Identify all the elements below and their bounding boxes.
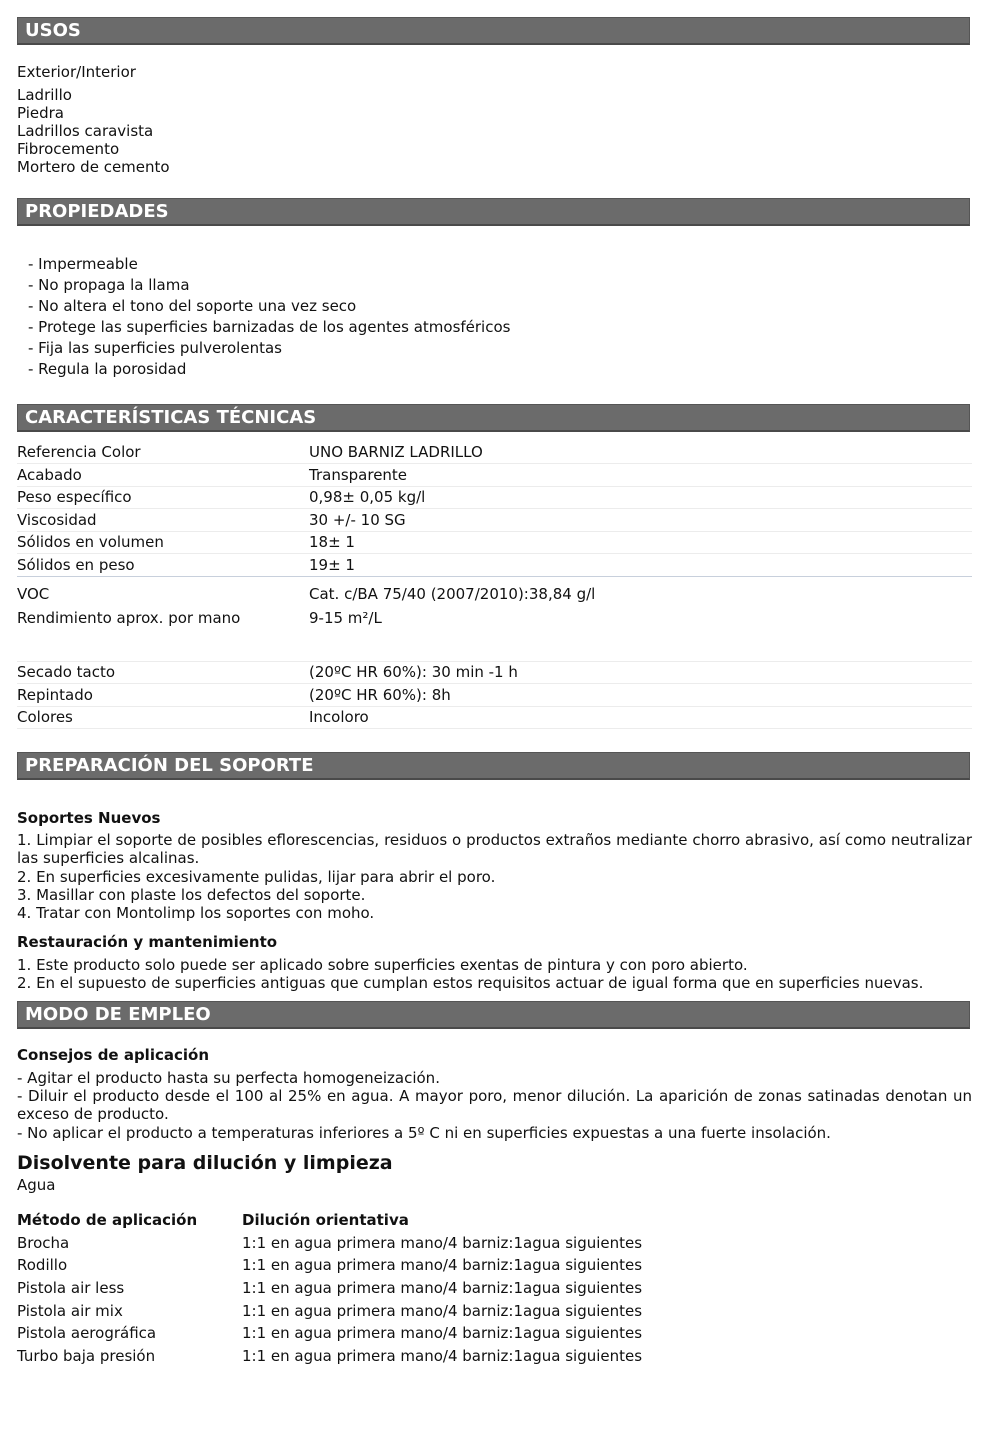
metodo-label: Pistola air mix [17, 1302, 123, 1320]
section-header-caracteristicas [17, 404, 970, 432]
section-header-usos [17, 17, 970, 45]
usos-item: Ladrillos caravista [17, 122, 154, 140]
paragraph: 1. Este producto solo puede ser aplicado sobre superficies exentas de pintura y con poro abierto. [17, 956, 748, 974]
section-title: PROPIEDADES [25, 201, 169, 222]
spec-value: 9-15 m²/L [309, 609, 382, 627]
spec-row [17, 685, 972, 707]
spec-row [17, 532, 972, 554]
section-title: USOS [25, 20, 81, 41]
paragraph: - No aplicar el producto a temperaturas inferiores a 5º C ni en superficies expuestas a una fuerte insolación. [17, 1124, 831, 1142]
paragraph: 2. En superficies excesivamente pulidas, lijar para abrir el poro. [17, 868, 496, 886]
section-title: MODO DE EMPLEO [25, 1004, 211, 1025]
usos-item: Ladrillo [17, 86, 72, 104]
metodo-value: 1:1 en agua primera mano/4 barniz:1agua siguientes [242, 1302, 643, 1320]
spec-row [17, 555, 972, 577]
spec-value: 30 +/- 10 SG [309, 511, 406, 529]
metodo-label: Pistola aerográfica [17, 1324, 157, 1342]
propiedad-item: - Fija las superficies pulverolentas [28, 339, 282, 357]
spec-label: Peso específico [17, 488, 132, 506]
spec-value: (20ºC HR 60%): 8h [309, 686, 451, 704]
usos-item: Mortero de cemento [17, 158, 170, 176]
spec-value: UNO BARNIZ LADRILLO [309, 443, 483, 461]
spec-row [17, 707, 972, 729]
metodo-label: Brocha [17, 1234, 70, 1252]
usos-item: Exterior/Interior [17, 63, 136, 81]
propiedad-item: - Regula la porosidad [28, 360, 187, 378]
spec-value: 18± 1 [309, 533, 355, 551]
subheading-restauracion: Restauración y mantenimiento [17, 933, 278, 951]
section-title: CARACTERÍSTICAS TÉCNICAS [25, 407, 317, 428]
disolvente-title: Disolvente para dilución y limpieza [17, 1152, 393, 1174]
spec-value: Incoloro [309, 708, 369, 726]
section-header-propiedades [17, 198, 970, 226]
spec-value: 19± 1 [309, 556, 355, 574]
spec-value: Cat. c/BA 75/40 (2007/2010):38,84 g/l [309, 585, 596, 603]
spec-label: Rendimiento aprox. por mano [17, 609, 241, 627]
metodo-label: Rodillo [17, 1256, 68, 1274]
propiedad-item: - No altera el tono del soporte una vez seco [28, 297, 357, 315]
metodo-value: 1:1 en agua primera mano/4 barniz:1agua siguientes [242, 1347, 643, 1365]
metodo-value: 1:1 en agua primera mano/4 barniz:1agua siguientes [242, 1324, 643, 1342]
spec-row [17, 465, 972, 487]
section-header-preparacion [17, 752, 970, 780]
dilucion-header: Dilución orientativa [242, 1211, 409, 1229]
section-header-modo-empleo [17, 1001, 970, 1029]
section-title: PREPARACIÓN DEL SOPORTE [25, 755, 314, 776]
usos-item: Piedra [17, 104, 64, 122]
spec-label: Viscosidad [17, 511, 97, 529]
paragraph: 4. Tratar con Montolimp los soportes con moho. [17, 904, 375, 922]
propiedad-item: - Protege las superficies barnizadas de los agentes atmosféricos [28, 318, 511, 336]
spec-row [17, 487, 972, 509]
spec-row [17, 510, 972, 532]
metodo-value: 1:1 en agua primera mano/4 barniz:1agua siguientes [242, 1279, 643, 1297]
paragraph: - Diluir el producto desde el 100 al 25% en agua. A mayor poro, menor dilución. La aparición de zonas satinadas denotan un exceso de producto. [17, 1087, 972, 1123]
spec-value: Transparente [309, 466, 408, 484]
spec-label: Colores [17, 708, 73, 726]
spec-row [17, 608, 972, 630]
spec-row [17, 662, 972, 684]
spec-label: VOC [17, 585, 50, 603]
paragraph: 2. En el supuesto de superficies antiguas que cumplan estos requisitos actuar de igual forma que en superficies nuevas. [17, 974, 924, 992]
usos-item: Fibrocemento [17, 140, 120, 158]
spec-row [17, 442, 972, 464]
paragraph: 3. Masillar con plaste los defectos del soporte. [17, 886, 366, 904]
metodo-header: Método de aplicación [17, 1211, 198, 1229]
subheading-consejos: Consejos de aplicación [17, 1046, 209, 1064]
metodo-value: 1:1 en agua primera mano/4 barniz:1agua siguientes [242, 1234, 643, 1252]
spec-row [17, 584, 972, 606]
paragraph: - Agitar el producto hasta su perfecta homogeneización. [17, 1069, 440, 1087]
propiedad-item: - No propaga la llama [28, 276, 190, 294]
spec-value: 0,98± 0,05 kg/l [309, 488, 426, 506]
subheading-soportes-nuevos: Soportes Nuevos [17, 809, 161, 827]
spec-label: Acabado [17, 466, 82, 484]
metodo-value: 1:1 en agua primera mano/4 barniz:1agua siguientes [242, 1256, 643, 1274]
spec-label: Sólidos en peso [17, 556, 135, 574]
spec-label: Referencia Color [17, 443, 141, 461]
spec-value: (20ºC HR 60%): 30 min -1 h [309, 663, 518, 681]
propiedad-item: - Impermeable [28, 255, 138, 273]
spec-label: Secado tacto [17, 663, 116, 681]
metodo-label: Pistola air less [17, 1279, 125, 1297]
paragraph: 1. Limpiar el soporte de posibles eflorescencias, residuos o productos extraños mediante chorro abrasivo, así como neutralizar las superficies alcalinas. [17, 831, 972, 867]
metodo-label: Turbo baja presión [17, 1347, 156, 1365]
disolvente-value: Agua [17, 1176, 56, 1194]
spec-label: Repintado [17, 686, 93, 704]
spec-label: Sólidos en volumen [17, 533, 164, 551]
